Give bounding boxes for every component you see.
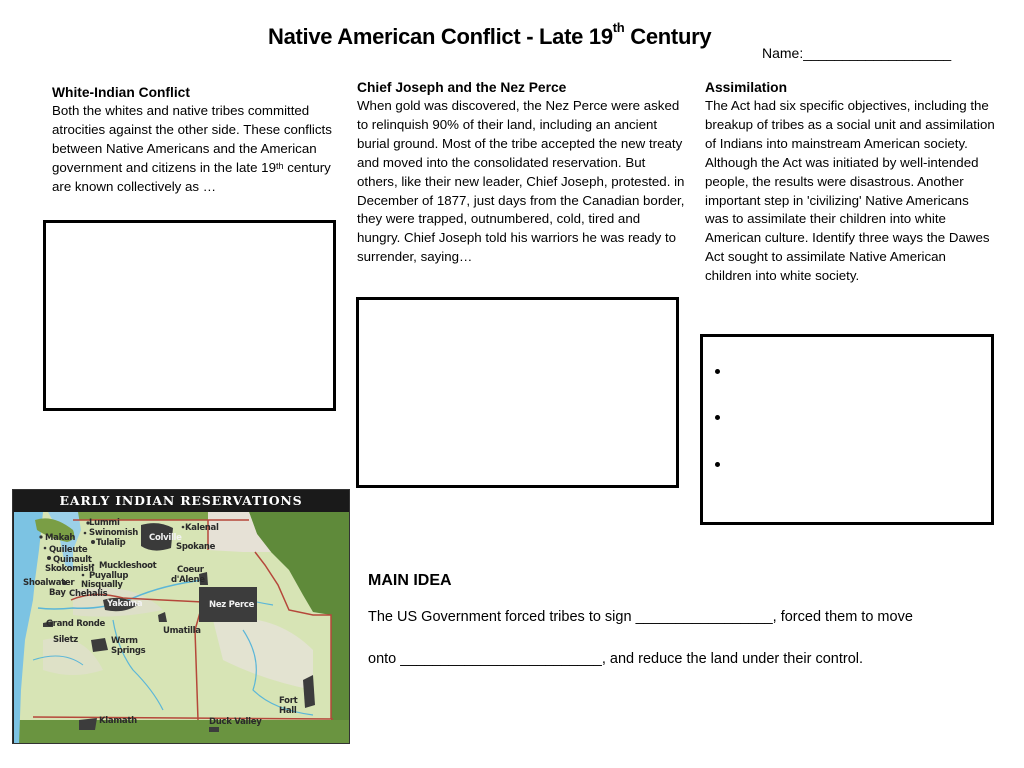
map-label-makah: Makah xyxy=(45,533,76,543)
superscript: th xyxy=(275,160,284,171)
map-label-puyallup: Puyallup xyxy=(89,571,129,581)
map-label-nez-perce: Nez Perce xyxy=(209,600,255,610)
main-idea-title: MAIN IDEA xyxy=(368,572,452,589)
map-label-siletz: Siletz xyxy=(53,635,78,645)
map-label-bay: Bay xyxy=(49,588,66,598)
map-label-swinomish: Swinomish xyxy=(89,528,138,538)
map-label-duck-valley: Duck Valley xyxy=(209,717,262,727)
section-assimilation xyxy=(705,78,995,286)
section-heading: Chief Joseph and the Nez Perce xyxy=(357,80,567,95)
reservations-map xyxy=(12,489,350,744)
answer-box-assimilation[interactable] xyxy=(700,334,994,525)
page-title xyxy=(268,20,712,50)
map-label-warm: Warm xyxy=(111,636,138,646)
map-label-yakama: Yakama xyxy=(107,599,143,609)
title-superscript: th xyxy=(612,20,625,35)
section-chief-joseph xyxy=(357,78,687,267)
section-heading: White-Indian Conflict xyxy=(52,85,190,100)
map-label-klamath: Klamath xyxy=(99,716,137,726)
map-label-shoalwater: Shoalwater xyxy=(23,578,75,588)
map-label-quileute: Quileute xyxy=(49,545,88,555)
bullet-point-3 xyxy=(715,462,720,467)
section-white-indian-conflict xyxy=(52,83,332,197)
map-label-spokane: Spokane xyxy=(176,542,216,552)
map-label-tulalip: Tulalip xyxy=(96,538,126,548)
main-idea-line-1[interactable]: The US Government forced tribes to sign _________________, forced them to move xyxy=(368,609,913,625)
map-label-fort: Fort xyxy=(279,696,298,706)
map-label-hall: Hall xyxy=(279,706,297,716)
bullet-point-2 xyxy=(715,415,720,420)
map-label-skokomish: Skokomish xyxy=(45,564,94,574)
name-field[interactable]: Name:___________________ xyxy=(762,45,952,61)
map-label-lummi: Lummi xyxy=(89,518,120,528)
map-title: EARLY INDIAN RESERVATIONS xyxy=(13,490,349,512)
section-heading: Assimilation xyxy=(705,80,788,95)
map-label-colville: Colville xyxy=(149,533,182,543)
main-idea-line-2[interactable]: onto _________________________, and reduce the land under their control. xyxy=(368,651,864,667)
answer-box-chief-joseph[interactable] xyxy=(356,297,679,488)
map-label-coeur: Coeur xyxy=(177,565,204,575)
map-label-umatilla: Umatilla xyxy=(163,626,201,636)
map-label-muckleshoot: Muckleshoot xyxy=(99,561,157,571)
title-text: Native American Conflict - Late 19 xyxy=(268,24,613,49)
section-text: When gold was discovered, the Nez Perce were asked to relinquish 90% of their land, including an ancient burial ground. Most of the tribe accepted the new treaty and moved into the consolidated reservation. But others, like their new leader, Chief Joseph, protested. in December of 1877, just days from the Canadian border, they were trapped, outnumbered, cold, tired and hungry. Chief Joseph told his warriors he was ready to surrender, saying… xyxy=(357,98,685,265)
map-graphic xyxy=(13,490,350,744)
section-text: The Act had six specific objectives, including the breakup of tribes as a social unit and assimilation of Indians into mainstream American society. Although the Act was initiated by well-intended people, the results were disastrous. Another important step in 'civilizing' Native Americans was to assimilate their children into white American culture. Identify three ways the Dawes Act sought to assimilate Native American children into white society. xyxy=(705,98,995,284)
bullet-point-1 xyxy=(715,369,720,374)
section-text xyxy=(52,102,332,197)
section-text-part: Both the whites and native tribes committed atrocities against the other side. These conflicts between Native Americans and the American government and citizens in the late 19 xyxy=(52,103,332,175)
map-label-kalenal: Kalenal xyxy=(185,523,219,533)
map-label-quinault: Quinault xyxy=(53,555,92,565)
map-label-chehalis: Chehalis xyxy=(69,589,108,599)
map-label-springs: Springs xyxy=(111,646,146,656)
map-label-nisqually: Nisqually xyxy=(81,580,123,590)
answer-box-white-indian-conflict[interactable] xyxy=(43,220,336,411)
section-text-part: century are known collectively as … xyxy=(52,159,331,194)
map-label-grand-ronde: Grand Ronde xyxy=(46,619,105,629)
map-label-dalene: d'Alene xyxy=(171,575,205,585)
title-end: Century xyxy=(624,24,712,49)
